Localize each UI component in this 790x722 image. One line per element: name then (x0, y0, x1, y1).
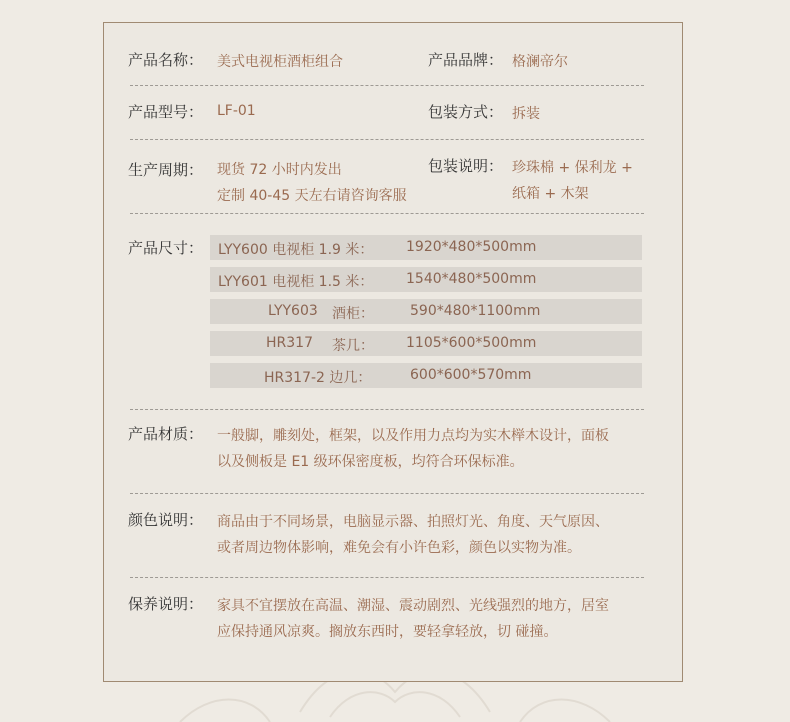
divider (130, 493, 644, 494)
name-value: 美式电视柜酒柜组合 (217, 54, 343, 70)
model-label: 产品型号： (128, 103, 204, 121)
material-label: 产品材质： (128, 425, 204, 443)
size-item (210, 267, 642, 292)
size-item-name: 酒柜： (332, 306, 374, 322)
size-item (210, 299, 642, 324)
size-item-name: 茶几： (332, 338, 374, 354)
material-line-1: 一般脚，雕刻处，框架，以及作用力点均为实木榉木设计，面板 (217, 428, 609, 444)
color-line-2: 或者周边物体影响，难免会有小许色彩，颜色以实物为准。 (217, 540, 581, 556)
size-item (210, 331, 642, 356)
cycle-line-2: 定制 40-45 天左右请咨询客服 (217, 188, 407, 204)
pack-method-label: 包装方式： (428, 103, 504, 121)
size-item (210, 235, 642, 260)
size-item-code: LYY603 (268, 303, 318, 319)
size-item (210, 363, 642, 388)
pack-desc-line-1: 珍珠棉 + 保利龙 + (512, 160, 633, 176)
divider (130, 85, 644, 86)
pack-desc-line-2: 纸箱 + 木架 (512, 186, 589, 202)
size-item-name: LYY601 电视柜 1.5 米： (218, 274, 374, 290)
size-item-dims: 1920*480*500mm (406, 239, 537, 255)
size-item-dims: 1540*480*500mm (406, 271, 537, 287)
divider (130, 139, 644, 140)
name-label: 产品名称： (128, 51, 204, 69)
divider (130, 409, 644, 410)
divider (130, 577, 644, 578)
brand-label: 产品品牌： (428, 51, 504, 69)
pack-method-value: 拆装 (512, 106, 540, 122)
size-item-name: HR317-2 边几： (264, 370, 372, 386)
material-line-2: 以及侧板是 E1 级环保密度板，均符合环保标准。 (217, 454, 524, 470)
pack-desc-label: 包装说明： (428, 157, 504, 175)
divider (130, 213, 644, 214)
size-item-code: HR317 (266, 335, 313, 351)
color-label: 颜色说明： (128, 511, 204, 529)
cycle-line-1: 现货 72 小时内发出 (217, 162, 342, 178)
care-label: 保养说明： (128, 595, 204, 613)
size-label: 产品尺寸： (128, 239, 204, 257)
brand-value: 格澜帝尔 (512, 54, 568, 70)
product-info-panel (103, 22, 683, 682)
model-value: LF-01 (217, 103, 256, 119)
size-item-dims: 600*600*570mm (410, 367, 532, 383)
size-item-dims: 590*480*1100mm (410, 303, 541, 319)
size-item-name: LYY600 电视柜 1.9 米： (218, 242, 374, 258)
cycle-label: 生产周期： (128, 161, 204, 179)
care-line-2: 应保持通风凉爽。搁放东西时，要轻拿轻放，切 碰撞。 (217, 624, 558, 640)
size-item-dims: 1105*600*500mm (406, 335, 537, 351)
care-line-1: 家具不宜摆放在高温、潮湿、震动剧烈、光线强烈的地方，居室 (217, 598, 609, 614)
color-line-1: 商品由于不同场景，电脑显示器、拍照灯光、角度、天气原因、 (217, 514, 609, 530)
